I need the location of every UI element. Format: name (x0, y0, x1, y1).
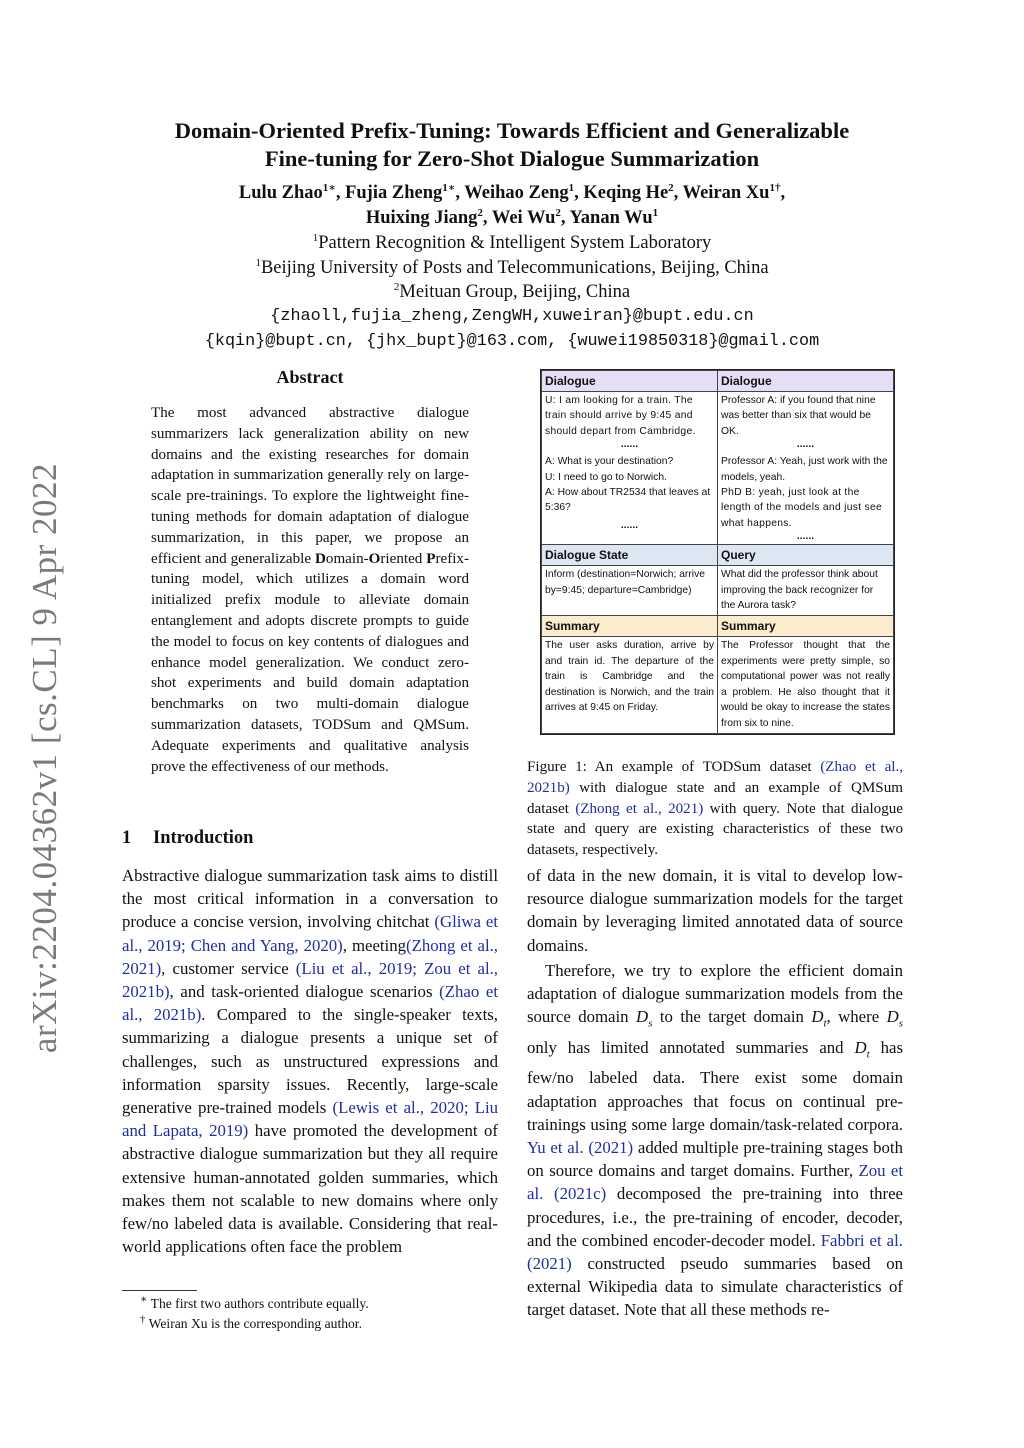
affiliation (100, 280, 924, 305)
qmsum-dialogue (718, 392, 894, 545)
qmsum-summary-text: The Professor thought that the experiments were pretty simple, so computational power was not really a problem. He also thought that it would be okay to increase the states from six to nine. (718, 637, 894, 733)
dialogue-line: A: How about TR2534 that leaves at 5:36? (545, 487, 711, 514)
affiliation-list (100, 231, 924, 305)
affiliation-text: Meituan Group, Beijing, China (399, 282, 631, 302)
abstract-text: which utilizes a domain word initialized prefix module to alleviate domain entanglement and adopts discrete prompts to guide the model to focus on key contents of dialogues and enhance model generalization. We conduct zero-shot experiments and build domain adaptation benchmarks on two multi-domain dialogue summarization datasets, TODSum and QMSum. Adequate experiments and qualitative analysis prove the effectiveness of our methods. (151, 571, 469, 775)
section-title: Introduction (153, 828, 254, 848)
author-name: Wei Wu (491, 208, 556, 228)
dialogue-state-text: Inform (destination=Norwich; arrive by=9:45; departure=Cambridge) (542, 566, 718, 616)
citation-link[interactable]: (2021) (527, 1253, 572, 1273)
author-line-1: Lulu Zhao$^{1∗}$, Fujia Zheng$^{1∗}$, Weihao Zeng$^1$, Keqing He$^2$, Weiran $Xu^{1\dagger}$, (238, 181, 786, 203)
intro-paragraph: Abstractive dialogue summarization task aims to distill the most critical information in a conversation to produce a concise version, involving chitchat (Gliwa et al., 2019; Chen and Yang, 2020), meeting(Zhong et al., 2021), customer service (Liu et al., 2019; Zou et al., 2021b), and task-oriented dialogue scenarios (Zhao et al., 2021b). Compared to the single-speaker texts, summarizing a dialogue presents a unique set of challenges, such as unstructured expressions and information sparsity issues. Recently, large-scale generative pre-trained models (Lewis et al., 2020; Liu and Lapata, 2019) have promoted the development of abstractive dialogue summarization but they all require extensive human-annotated golden summaries, which makes them not scalable to new domains where only few/no labeled data is available. Considering that real-world applications often face the problem (122, 866, 499, 1257)
todsum-summary-header: Summary (542, 616, 718, 637)
dialogue-line: U: I am looking for a train. The train should arrive by 9:45 and should depart from Cambridge. (545, 395, 696, 437)
citation-link[interactable]: Fabbri et al. (820, 1230, 903, 1250)
abstract-text: omain- (325, 550, 369, 567)
dialogue-line: PhD B: yeah, just look at the length of the models and just see what happens. (721, 487, 883, 529)
abstract-heading: Abstract (276, 367, 344, 387)
email-line: {kqin}@bupt.cn, {jhx_bupt}@163.com, {wuwei19850318}@gmail.com (204, 331, 820, 351)
author-name: Huixing Jiang (365, 208, 478, 228)
math-ds: $D_s$ (636, 1007, 653, 1030)
intro-paragraph: of data in the new domain, it is vital to develop low-resource dialogue summarization models for the target domain by leveraging limited annotated data of source domains. (527, 866, 903, 955)
citation-link[interactable]: (2021c) (554, 1184, 607, 1204)
author-mark: 1† (769, 181, 781, 194)
footnote (140, 1294, 369, 1314)
affiliation-text: Pattern Recognition & Intelligent System Laboratory (318, 233, 712, 253)
author-name: Fujia Zheng (345, 183, 443, 203)
citation-link[interactable]: (2021) (588, 1137, 634, 1157)
citation-link[interactable]: (Gliwa et al., 2019; Chen and Yang, 2020) (122, 912, 499, 955)
arxiv-identifier: arXiv:2204.04362v1 [cs.CL] 9 Apr 2022 (25, 462, 64, 1054)
dialogue-line: A: What is your destination? (545, 456, 674, 468)
footnote-mark: ∗ (140, 1293, 148, 1306)
citation-link[interactable]: Zou et al. (527, 1161, 903, 1204)
author-name: Lulu Zhao (238, 183, 323, 203)
figure-caption: Figure 1: An example of TODSum dataset (Zhao et al., 2021b) with dialogue state and an example of QMSum dataset (Zhong et al., 2021) with query. Note that dialogue state and query are existing characteristics of these two datasets, respectively. (527, 759, 904, 859)
section-heading-introduction (122, 828, 253, 849)
author-name: Keqing He (583, 183, 669, 203)
citation-link[interactable]: Yu et al. (527, 1137, 584, 1157)
author-mark: 1 (568, 181, 575, 194)
intro-paragraph: Therefore, we try to explore the efficient domain adaptation of dialogue summarization models from the source domain $D_s$ to the target domain $D_t$, where $D_s$ only has limited annotated summaries and $D_t$ has few/no labeled data. There exist some domain adaptation approaches that focus on continual pre-trainings using some large domain/task-related corpora. Yu et al. (2021) added multiple pre-training stages both on source domains and target domains. Further, Zou et al. (2021c) decomposed the pre-training into three procedures, i.e., the pre-training of encoder, decoder, and the combined encoder-decoder model. Fabbri et al. (2021) constructed pseudo summaries based on external Wikipedia data to simulate characteristics of target dataset. Note that all these methods re- (527, 960, 903, 1320)
citation-link[interactable]: (Zhong et al., 2021) (122, 935, 499, 978)
math-symbol: $D_t$ (811, 1007, 827, 1030)
ellipsis: ...... (796, 531, 815, 543)
dialogue-line: Professor A: Yeah, just work with the models, yeah. (721, 456, 888, 483)
abstract-bold-letter: O (368, 550, 381, 567)
math-subscript: s (648, 1017, 653, 1030)
ellipsis: ...... (620, 519, 639, 531)
citation-link[interactable]: (Liu et al., 2019; Zou et al., 2021b) (122, 958, 498, 1002)
author-name: Yanan Wu (569, 208, 653, 228)
section-number: 1 (122, 828, 132, 848)
qmsum-dialogue-header: Dialogue (718, 371, 894, 392)
todsum-dialogue (542, 392, 718, 545)
dialogue-line: Professor A: if you found that nine was better than six that would be OK. (721, 395, 876, 437)
author-name: Weiran Xu (682, 183, 770, 203)
author-mark: 1∗ (442, 181, 456, 194)
abstract-text: refix-tuning model, (151, 550, 469, 588)
abstract-text: The most advanced abstractive dialogue summarizers lack generalization ability on new domains and the existing researches for domain adaptation in summarization generally rely on large-scale pre-trainings. To explore the lightweight fine-tuning methods for domain adaptation of dialogue summarization, in this paper, we propose an efficient and generalizable (151, 405, 469, 567)
todsum-summary-text: The user asks duration, arrive by and train id. The departure of the train is Cambridge and the destination is Norwich, and the train arrives at 9:45 on Friday. (542, 637, 718, 733)
citation-link[interactable]: (Zhao et al., 2021b) (527, 759, 904, 796)
paper-title (100, 117, 924, 173)
figure-1 (540, 369, 895, 735)
dialogue-state-header: Dialogue State (542, 545, 718, 566)
email-line: {zhaoll,fujia_zheng,ZengWH,xuweiran}@bupt.edu.cn (270, 307, 754, 326)
abstract-body (151, 403, 469, 777)
abstract-text: riented (380, 550, 427, 567)
math-symbol: $D_s$ (886, 1007, 903, 1030)
footnotes (140, 1294, 369, 1333)
citation-link[interactable]: (Lewis et al., 2020; Liu and Lapata, 2019) (122, 1098, 498, 1141)
math-symbol (636, 1007, 653, 1030)
author-line-2: Huixing Jiang$^2$, Wei Wu$^2$, Yanan Wu$^1$ (365, 206, 659, 228)
author-list (100, 181, 924, 231)
intro-left-column (122, 864, 498, 1258)
footnote-text: The first two authors contribute equally. (150, 1296, 369, 1311)
abstract-bold-letter: D (314, 550, 326, 567)
title-line-1: Domain-Oriented Prefix-Tuning: Towards Efficient and Generalizable (174, 118, 850, 143)
title-line-2: Fine-tuning for Zero-Shot Dialogue Summarization (264, 146, 760, 171)
query-header: Query (718, 545, 894, 566)
citation-link[interactable]: (Zhong et al., 2021) (575, 800, 704, 817)
author-mark: 2 (668, 181, 674, 194)
intro-right-column (527, 864, 903, 1322)
ellipsis: ...... (796, 439, 815, 451)
query-text: What did the professor think about improving the back recognizer for the Aurora task? (718, 566, 894, 616)
author-mark: 2 (477, 206, 483, 219)
affiliation-text: Beijing University of Posts and Telecommunications, Beijing, China (260, 257, 769, 278)
author-mark: 1∗ (322, 181, 336, 194)
dialogue-line: U: I need to go to Norwich. (545, 471, 667, 483)
affiliation-mark: 1 (312, 231, 319, 244)
affiliation (100, 256, 924, 281)
math-subscript: t (823, 1017, 827, 1030)
math-subscript: t (866, 1048, 870, 1061)
footnote-divider (122, 1290, 197, 1291)
author-mark: 2 (555, 206, 561, 219)
author-name: Weihao Zeng (464, 183, 569, 203)
footnote-mark: † (140, 1312, 146, 1325)
ellipsis: ...... (620, 439, 639, 451)
footnote-text: Weiran Xu is the corresponding author. (148, 1315, 362, 1331)
email-list (100, 305, 924, 354)
affiliation-mark: 2 (393, 280, 400, 293)
footnote (140, 1314, 369, 1334)
citation-link[interactable]: (Zhao et al., 2021b) (122, 982, 499, 1025)
todsum-dialogue-header: Dialogue (542, 371, 718, 392)
figure-table (541, 370, 894, 734)
qmsum-summary-header: Summary (718, 616, 894, 637)
abstract-bold-letter: P (426, 550, 436, 567)
author-mark: 1 (652, 206, 659, 219)
affiliation (100, 231, 924, 256)
math-subscript: s (898, 1017, 903, 1030)
affiliation-mark: 1 (255, 256, 261, 269)
math-symbol: $D_t$ (854, 1037, 870, 1061)
